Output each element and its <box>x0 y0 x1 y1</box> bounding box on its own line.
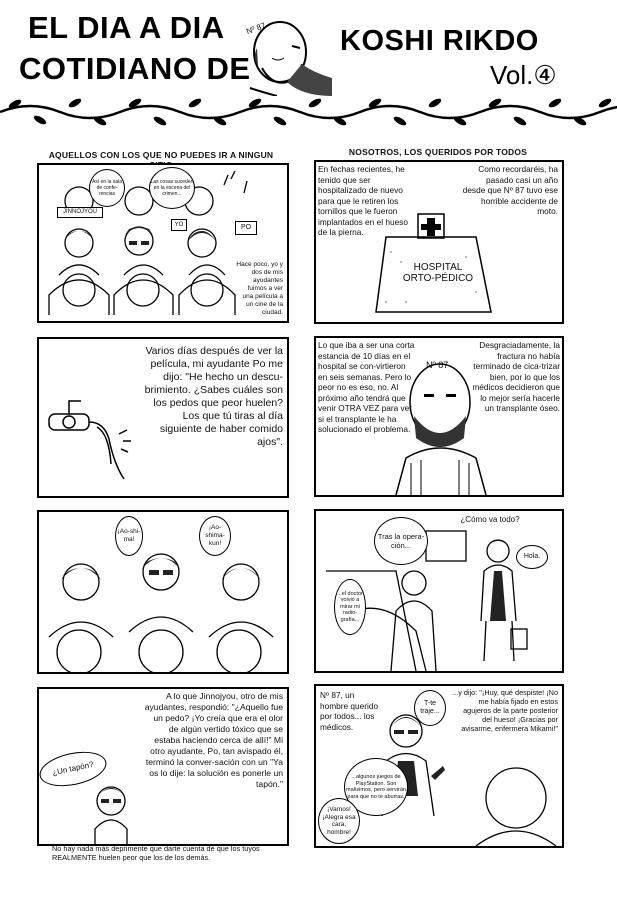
speech-bubble-tras-operacion: Tras la opera-ción... <box>374 517 428 565</box>
right-panel-4 <box>314 684 564 848</box>
caption-cinema: Hace poco, yo y dos de mis ayudantes fuimos a ver una película a un cine de la ciudad. <box>236 261 283 316</box>
hospital-sign: HOSPITAL ORTO-PÉDICO <box>402 262 474 284</box>
speech-bubble-crime-scene: Las cosas suceden en la escena del crimen... <box>149 167 195 209</box>
story-text-garlic: Varios días después de ver la película, mi ayudante Po me dijo: "He hecho un descu-brimiento. ¿Sabes cuáles son los pedos que peor huelen? Los que tú tiras al día siguiente de haber comido ajos". <box>144 345 283 448</box>
story-text-agujeros: ...y dijo: "¡Huy, qué despiste! ¡No me había fijado en estos agujeros de la parte posterior del hueso! ¡Gracias por avisarme, enfermera Mikami!" <box>452 688 558 733</box>
left-panel-1 <box>37 163 289 323</box>
vine-border <box>0 94 617 128</box>
title-line-1: EL DIA A DIA <box>28 10 225 45</box>
left-panel-3 <box>37 510 289 674</box>
right-panel-1 <box>314 160 564 324</box>
speech-bubble-doctor: ...el doctor volvió a mirar mi radio-grafía... <box>334 579 366 635</box>
left-panel-4 <box>37 687 289 846</box>
author-name: KOSHI RIKDO <box>340 25 539 57</box>
story-text-stay: Lo que iba a ser una corta estancia de 10 días en el hospital se con-virtieron en seis semanas. Pero lo peor no es eso, no. Al próximo año tendrá que venir OTRA VEZ para ver si el transplante le ha solucionado el problema. <box>318 340 415 434</box>
sign-yo: YO <box>171 219 187 231</box>
speech-bubble-aoshima-left: ¡Ao-shi-ma! <box>115 516 143 556</box>
story-text-querido: Nº 87, un hombre querido por todos... los médicos. <box>320 690 379 732</box>
speech-bubble-playstation: ...algunos juegos de PlayStation. Son malísimos, pero servirán para que no te aburras. <box>344 758 408 816</box>
author-portrait <box>232 8 332 96</box>
story-text-accident: Como recordaréis, ha pasado casi un año desde que Nº 87 tuvo ese horrible accidente de moto. <box>462 164 558 216</box>
speech-bubble-te-traje: T-te traje... <box>414 690 446 726</box>
left-column-heading: AQUELLOS CON LOS QUE NO PUEDES IR A NINGUN <box>48 150 274 160</box>
sign-jinnojyou: JINNOJYOU <box>57 207 103 218</box>
speech-bubble-conference: Así en la sala de confe-rencias <box>89 169 125 207</box>
speech-como-va: ¿Cómo va todo? <box>460 515 520 524</box>
right-panel-2 <box>314 336 564 497</box>
story-text-jinnojyou: A lo que Jinnojyou, otro de mis ayudantes, respondió: "¿Aquello fue un pedo? ¡Yo creía que era el olor de algún vertido tóxico que se estaba haciendo cerca de allí!" Mi otro ayudante, Po, tan avispado él, terminó la conver-sación con un "Ya os lo dije: la solución es ponerle un tapón." <box>144 691 283 789</box>
portrait-tag: Nº 87 <box>245 20 267 37</box>
volume-label: Vol.④ <box>490 60 557 90</box>
title-line-2: COTIDIANO DE <box>19 51 251 86</box>
story-text-hospitalized: En fechas recientes, he tenido que ser hospitalizado de nuevo para que le retiren los tornillos que le fueron implantados en el hueso de la pierna. <box>318 164 408 237</box>
left-panel-2 <box>37 337 289 498</box>
story-text-transplant: Desgraciadamente, la fractura no había terminado de cica-trizar bien, por lo que los médicos decidieron que lo mejor sería hacerle un transplante óseo. <box>472 340 560 413</box>
right-column-heading: NOSOTROS, LOS QUERIDOS POR TODOS <box>348 147 528 157</box>
speech-bubble-hola: Hola. <box>516 545 548 569</box>
speech-bubble-vamos: ¡Vamos! ¡Alegra esa cara, hombre! <box>318 798 360 844</box>
right-panel-3 <box>314 509 564 673</box>
theater-seats-art <box>39 512 287 672</box>
footer-caption: No hay nada más deprimente que darte cuenta de que los tuyos REALMENTE huelen peor que los de los demás. <box>52 844 260 862</box>
sign-po: PO <box>235 221 257 235</box>
speech-bubble-tapon: ¿Un tapón? <box>37 746 110 791</box>
head-tag: Nº 87 <box>426 360 449 370</box>
speech-bubble-aoshima-right: ¡Ao-shima-kun! <box>199 516 231 556</box>
